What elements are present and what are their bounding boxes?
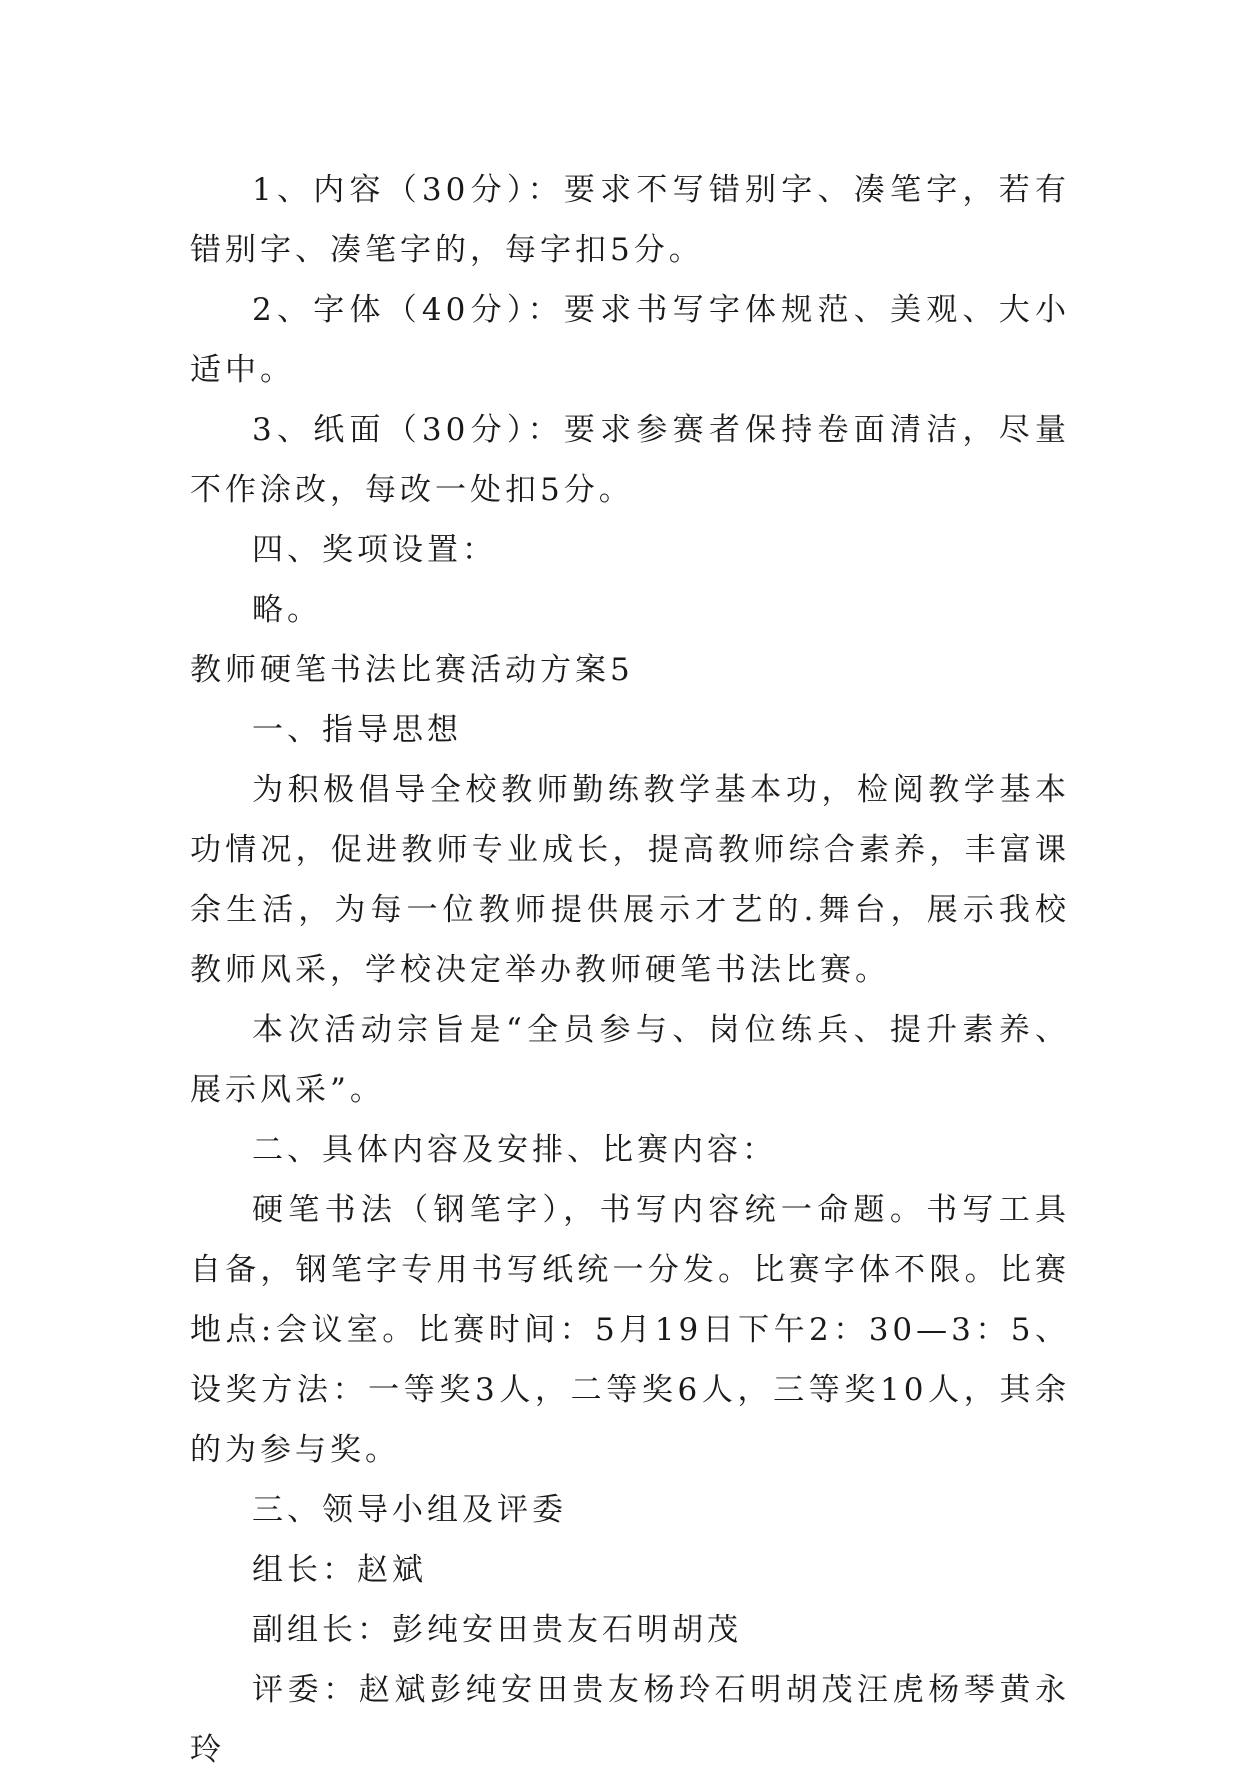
paragraph-leader: 组长：赵斌: [252, 1552, 427, 1588]
paragraph-guiding-idea: 为积极倡导全校教师勤练教学基本功，检阅教学基本功情况，促进教师专业成长，提高教师综合素养，丰富课余生活，为每一位教师提供展示才艺的.舞台，展示我校教师风采，学校决定举办教师硬笔书法比赛。: [190, 772, 1070, 988]
paragraph-deputy-leaders: 副组长：彭纯安田贵友石明胡茂: [252, 1612, 742, 1648]
paragraph-content-arrangement: 硬笔书法（钢笔字），书写内容统一命题。书写工具自备，钢笔字专用书写纸统一分发。比赛字体不限。比赛地点:会议室。比赛时间：5月19日下午2：30—3：5、设奖方法：一等奖3人，二等奖6人，三等奖10人，其余的为参与奖。: [190, 1192, 1070, 1468]
paragraph-purpose: 本次活动宗旨是“全员参与、岗位练兵、提升素养、展示风采”。: [190, 1012, 1070, 1108]
paragraph-scoring-content: 1、内容（30分）：要求不写错别字、凑笔字，若有错别字、凑笔字的，每字扣5分。: [190, 172, 1070, 268]
document-body: [190, 160, 1070, 1780]
heading-awards: 四、奖项设置：: [252, 532, 497, 568]
heading-content-arrangement: 二、具体内容及安排、比赛内容：: [252, 1132, 777, 1168]
paragraph-judges: 评委：赵斌彭纯安田贵友杨玲石明胡茂汪虎杨琴黄永玲: [190, 1672, 1070, 1768]
section-title: 教师硬笔书法比赛活动方案5: [190, 652, 634, 688]
paragraph-awards-omitted: 略。: [252, 592, 322, 628]
heading-leadership-judges: 三、领导小组及评委: [252, 1492, 567, 1528]
paragraph-scoring-paper: 3、纸面（30分）：要求参赛者保持卷面清洁，尽量不作涂改，每改一处扣5分。: [190, 412, 1070, 508]
paragraph-scoring-font: 2、字体（40分）：要求书写字体规范、美观、大小适中。: [190, 292, 1070, 388]
heading-guiding-idea: 一、指导思想: [252, 712, 462, 748]
